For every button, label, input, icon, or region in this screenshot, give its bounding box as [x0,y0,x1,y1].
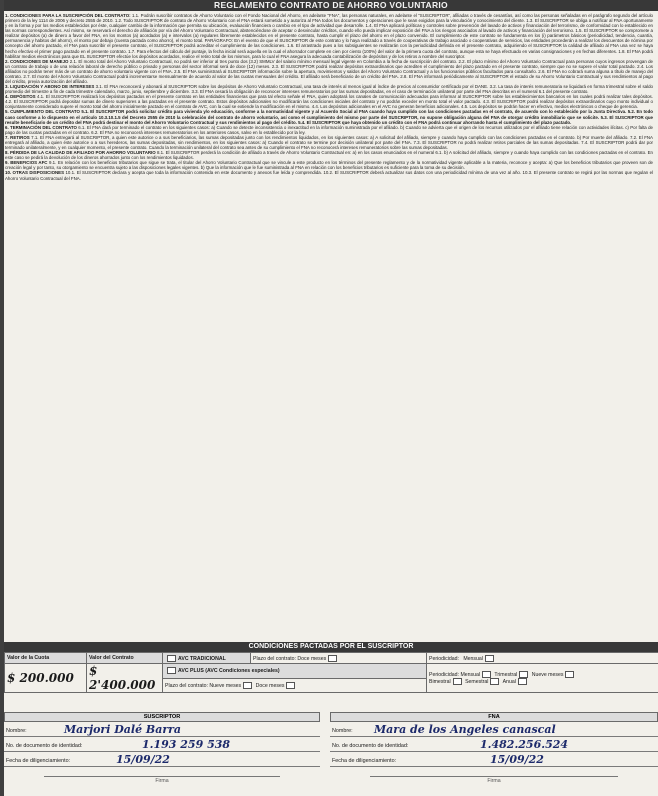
suscriptor-doc-row[interactable] [4,737,320,752]
fna-fecha-label: Fecha de diligenciamiento: [332,758,397,764]
nueve-meses-box[interactable] [243,682,252,689]
fna-block [330,712,658,785]
opt-nueve: Nueve meses [531,671,564,678]
fna-doc-label: No. de documento de identidad: [332,743,409,749]
avc-tradicional-checkbox[interactable] [167,655,176,662]
suscriptor-nombre-value[interactable]: Marjori Dalé Barra [64,723,182,736]
opt-anual-box[interactable] [518,678,527,685]
opt-bimestral: Bimestral [429,678,451,685]
terms-sec-9: 9. BENEFICIOS AFC 9.1. En relación con los beneficios tributarios que sigue se trata, el titular del Ahorro Voluntario Contractual que se vincule a este producto en los términos del presente reglamento y de la normatividad vigente aplicable a la materia, reconoce y acepta: a) Que los beneficios tributarios que proveen son de creación legal y por tanto, su otorgamiento se encuentra sujeto a las disposiciones legales vigentes. b) Que la información que le fue suministrada al FNA en relación con los beneficios tributarios es suficiente para la toma de su decisión. [5,160,653,171]
periodicidad2-label: Periodicidad: [429,671,459,678]
suscriptor-firma-label: Firma [155,778,169,784]
suscriptor-nombre-label: Nombre: [6,728,27,734]
suscriptor-doc-label: No. de documento de identidad: [6,743,83,749]
doce-meses-checkbox[interactable] [328,655,337,662]
cuota-header: Valor de la Cuota [5,653,87,664]
periodicidad-label: Periodicidad: [429,655,459,662]
conditions-table [4,652,658,693]
avc-plus-label[interactable] [163,664,427,679]
suscriptor-signature-area[interactable] [4,767,320,785]
terms-par-1c: 1.6. El arrastrado pues a los subsiguientes se realizarán con la periodicidad definida en el presente contrato, adquiriendo el SUSCRIPTOR la calidad de afiliado al FNA una vez se haya hecho efectivo el primer pago pactado en el presente contrato. 1.7. Para efectos del cálculo del puntaje, la fecha inicial será aquella en la cual el ahorrador complete en cien por ciento (100%) del valor de la primera cuota del contrato, aunque esta se haya efectuado en varias consignaciones y en fechas diferentes. 1.8. El FNA podrá habilitar medios electrónicos para que EL SUSCRIPTOR efectúe los depósitos acordados, realice el retiro total de los mismos, para lo cual el FNA asegura la adecuada contabilización de depósitos y de los retiros a nombre del suscriptor. [5,43,653,59]
opt-nueve-box[interactable] [565,671,574,678]
conditions-title: CONDICIONES PACTADAS POR EL SUSCRIPTOR [4,642,658,652]
fna-doc-value[interactable]: 1.482.256.524 [480,738,569,751]
terms-par-1b: 1.5. El SUSCRIPTOR se compromete a realizar depósitos (a) de dinero a favor del FNA, en los montos (a) acordados (a) e intervalos (a) regulares libremente establecidos en el presente contrato, hasta cumplir el plazo del ahorro en el plazo convenido. El cumplimiento de este contrato se fundamenta en los (i) parámetros básicos (periodicidad, tendencia, cuantía, permanencia y habitos del ahorro), el monto por debajo (cuenta pactada como ahorro), el monto total. PARÁGRAFO: En el evento de que el SUSCRIPTOR de este contrato y lo haya realizado a través de cooperativas de trabajo asociado o cooperativas de servicios, las entidades procederán a realizar los descuentos de nómina por concepto del ahorro pactado, el FNA para suscribir el presente contrato, el SUSCRIPTOR podrá acreditar el cumplimiento de las condiciones. [5,28,653,49]
fna-fecha-row[interactable] [330,752,658,767]
fna-nombre-label: Nombre: [332,728,353,734]
terms-sec-5: 5. CUMPLIMIENTO DEL CONTRATO 5.1. El SUSCRIPTOR podrá solicitar crédito para vivienda y/o educación, conforme a la normatividad vigente y al Acuerdo Social al FNA cuando haya cumplido con las condiciones pactadas en el contrato, de acuerdo con lo establecido por la Junta Directiva. 5.2. En todo caso conforme a lo dispuesto en el artículo 10.3.10.1.5 del Decreto 2555 de 2010 la celebración del contrato de ahorro voluntario, así como el cumplimiento del mismo por parte del SUSCRIPTOR, no supone obligación alguna del FNA de otorgar crédito inmobiliario que se solicite. 5.3. El SUSCRIPTOR que resulte beneficiario de un crédito del FNA podrá destinar el monto del Ahorro Voluntario Contractual y sus rendimientos al pago del crédito. 5.4. El SUSCRIPTOR que haya obtenido un crédito con el FNA podrá continuar ahorrando hasta el cumplimiento del plazo pactado. [5,109,653,125]
cuota-value[interactable]: $ 200.000 [5,664,87,693]
plazo-cell [251,653,427,664]
opt-trimestral: Trimestral [494,671,518,678]
fna-title: FNA [330,712,658,722]
avc-plus-text: AVC PLUS (AVC Condiciones especiales) [178,668,280,675]
fna-signature-area[interactable] [330,767,658,785]
plazo2-label: Plazo del contrato: [165,682,208,689]
opt-bimestral-box[interactable] [453,678,462,685]
terms-sec-3: 3. LIQUIDACIÓN Y ABONO DE INTERESES 3.1. El FNA reconocerá y abonará al SUSCRIPTOR sobre los depósitos de Ahorro Voluntario Contractual, una tasa de interés al menos igual al índice de precios al consumidor certificado por el DANE. 3.2. La tasa de interés remuneratoria se liquidará en forma trimestral sobre el saldo promedio del trimestre a fin de cada trimestre calendario, marzo, junio, septiembre y diciembre. 3.3. El FNA cesará la obligación de reconocer intereses remuneratorios por las sumas depositadas, en el caso de terminación unilateral por parte del FNA descritas en el numeral 6.1 del presente contrato. [5,84,653,95]
suscriptor-doc-value[interactable]: 1.193 259 538 [142,738,231,751]
avc-plus-checkbox[interactable] [167,667,176,674]
opt-mensual: Mensual [460,671,481,678]
suscriptor-fecha-value[interactable]: 15/09/22 [116,753,170,766]
terms-body [5,13,653,641]
suscriptor-nombre-row[interactable] [4,722,320,737]
periodicidad-cell [427,653,658,664]
terms-sec-2: 2. CONDICIONES DE MANEJO 2.1. El monto total del Ahorro Voluntario Contractual, no podrá ser inferior al tres punto dos (3.2) SMMLV del salario mínimo mensual legal vigente en Colombia a la fecha de suscripción del contrato. 2.2. El plazo mínimo del Ahorro Voluntario Contractual para personas cuyos ingresos provengan de un contrato de trabajo o de una relación laboral de derecho público o privado y personas del sector informal será de doce (12) meses. 2.3. El SUSCRIPTOR podrá realizar depósitos extraordinarios que acrediten el cumplimiento del plazo pactado en el presente contrato, siempre que no se supere el valor total pactado. 2.4. Los afiliados no podrán tener más de un contrato de ahorro voluntario vigente con el FNA. 2.5. El FNA suministrará al SUSCRIPTOR información sobre la apertura, movimientos y saldos del Ahorro Voluntario Contractual y a los funcionarios públicos facultados para consultarlo. 2.6. El FNA no cobrará suma alguna a título de manejo del contrato. 2.7. El monto del Ahorro Voluntario Contractual podrá incrementarse mensualmente de acuerdo al valor de las cuotas mensuales del crédito. El afiliado será beneficiario de un crédito del FNA. 2.8. El FNA informará periódicamente al SUSCRIPTOR el estado de su Ahorro Voluntario Contractual y sus rendimientos al pago del crédito, previa autorización del afiliado. [5,58,653,85]
terms-sec-7: 7. RETIROS 7.1. El FNA entregará al SUSCRIPTOR, a quien este autorice o a sus beneficiarios, las sumas depositadas junto con los rendimientos liquidados, en los siguientes casos: a) A solicitud del afiliado, siempre y cuando haya cumplido con las condiciones pactadas en el contrato. b) Por muerte del afiliado. 7.2. El FNA entregará al afiliado, a quien éste autorice o a sus herederos, las sumas depositadas, sin rendimientos, en los siguientes casos: a) Cuando el contrato se termine por decisión unilateral por parte del FNA. 7.3. El SUSCRIPTOR no podrá realizar retiros parciales de las sumas depositadas. 7.4. El SUSCRIPTOR podrá dar por terminado unilateralmente, y en cualquier momento, el presente contrato. Cuando la terminación unilateral del contrato sea antes de su cumplimiento el FNA no reconocerá intereses remuneratorios sobre las sumas depositadas. [5,134,653,151]
terms-sec-6: 6. TERMINACIÓN DEL CONTRATO 6.1. El FNA dará por terminado el contrato en los siguientes casos: a) Cuando se detecte inconsistencia o inexactitud en la información suministrada por el afiliado. b) Cuando se advierta que el origen de los recursos utilizados por el afiliado tiene relación con actividades ilícitas. c) Por falta de pago de las cuotas pactadas en el contrato. 6.2. El FNA no reconocerá intereses remuneratorios en los anteriores casos, salvo en lo establecido por la ley. [5,124,653,135]
periodicidad-mensual: Mensual [463,655,483,662]
fna-fecha-value[interactable]: 15/09/22 [490,753,544,766]
periodicidad-options [427,664,658,693]
total-header: Valor del Contrato [87,653,163,664]
terms-sec-1: 1. CONDICIONES PARA LA SUSCRIPCIÓN DEL CONTRATO: 1.1. Podrán suscribir contratos de Ahorro Voluntario con el Fondo Nacional del Ahorro, en adelante "FNA", las personas naturales, en adelante el "SUSCRIPTOR", afiliadas o través de cesantías, así como las personas señaladas en el parágrafo segundo del artículo primero de la ley 1114 de 2006 y decreto 2555 de 2010. 1.2. Todo SUSCRIPTOR de contrato de Ahorro Voluntario con el FNA estará sometido a y autoriza al FNA todos los documentos y operaciones que le sean exigidos para la vinculación y conocimiento del cliente. 1.3. El SUSCRIPTOR se obliga a notificar al FNA oportunamente y en la forma y por los medios establecidos por éste, cualquier cambio de la información que permita su ubicación, evaluación financiera o cambio en el tipo de actividad que desarrolle. 1.4. El FNA aplicará políticas y controles sobre prevención del lavado de activos y financiación del terrorismo, de conformidad con lo establecido en las normas correspondientes. Así mismo, se reservará el derecho de afiliación por vía del Ahorro Voluntario Contractual, abstenciéndose de aceptar o desvincular créditos, cuando ello pueda implicar exposición del FNA a los riesgos asociados al lavado de activos y financiación del terrorismo. [5,13,653,34]
fna-nombre-row[interactable] [330,722,658,737]
doce-meses-box[interactable] [286,682,295,689]
terms-sec-4: 4. DEPÓSITOS 4.1. El SUSCRIPTOR realizará los depósitos pactados en el presente contrato en las entidades financieras que para tal efecto señale el FNA, quien adoptará los canales de comunicación adecuados para informar al SUSCRIPTOR sobre los establecimientos bancarios en los cuales podrá realizar tales depósitos. 4.2. El SUSCRIPTOR podrá depositar sumas de dinero superiores a las pactadas en el presente contrato. Estos depósitos adicionales no modificarán las condiciones iniciales del contrato y no podrán exceder en monto total el valor pactado. 4.3. El SUSCRIPTOR podrá realizar depósitos extraordinarios cuyo monto individual o conjuntamente considerado supere el monto total del ahorro inicialmente pactado en el contrato de AVC, con la cual se extiende la modificación en el mismo. 4.4. Los depósitos adicionales en el AVC no generan beneficios adicionales. 4.5. Los depósitos se podrán hacer en efectivo, medios electrónicos o cheque de gerencia. [5,94,653,110]
suscriptor-signature-line [44,776,280,777]
suscriptor-title: SUSCRIPTOR [4,712,320,722]
plazo-label: Plazo del contrato: [253,655,296,662]
doce-meses-label: Doce meses [255,682,285,689]
nueve-meses-label: Nueve meses [209,682,242,689]
fna-signature-line [370,776,618,777]
fna-firma-label: Firma [487,778,501,784]
avc-tradicional-text: AVC TRADICIONAL [178,655,226,662]
opt-semestral: Semestral [465,678,489,685]
avc-tradicional-label[interactable] [163,653,251,664]
opt-trimestral-box[interactable] [519,671,528,678]
mensual-checkbox[interactable] [485,655,494,662]
fna-nombre-value[interactable]: Mara de los Angeles canascal [374,723,556,736]
opt-mensual-box[interactable] [482,671,491,678]
plazo-unit: Doce meses [297,655,327,662]
plazo2-cell [163,678,427,693]
terms-sec-10: 10. OTRAS DISPOSICIONES 10.1. El SUSCRIPTOR declara y acepta que toda la información contenida en este documento y anexos fue leída y comprendida. 10.2. El SUSCRIPTOR deberá actualizar sus datos con una periodicidad mínima de una vez al año. 10.3. El presente contrato se regirá por las normas que regulan el Ahorro Voluntario Contractual del FNA. [5,170,653,181]
total-value[interactable]: $ 2'400.000 [87,664,163,693]
suscriptor-fecha-row[interactable] [4,752,320,767]
suscriptor-block [4,712,320,785]
document-title: REGLAMENTO CONTRATO DE AHORRO VOLUNTARIO [4,0,658,11]
suscriptor-fecha-label: Fecha de diligenciamiento: [6,758,71,764]
opt-semestral-box[interactable] [490,678,499,685]
fna-doc-row[interactable] [330,737,658,752]
opt-anual: Anual [502,678,516,685]
terms-sec-8: 8. PÉRDIDA DE LA CALIDAD DE AFILIADO POR AHORRO VOLUNTARIO 8.1. El SUSCRIPTOR perderá la condición de afiliado a través de Ahorro Voluntario Contractual en: a) en los casos enunciados en el numeral 6.1. b) A solicitud del afiliado, siempre y cuando haya cumplido con las condiciones pactadas en el contrato. En este caso se pedirá la devolución de los dineros ahorrados junto con los rendimientos liquidados. [5,150,653,161]
